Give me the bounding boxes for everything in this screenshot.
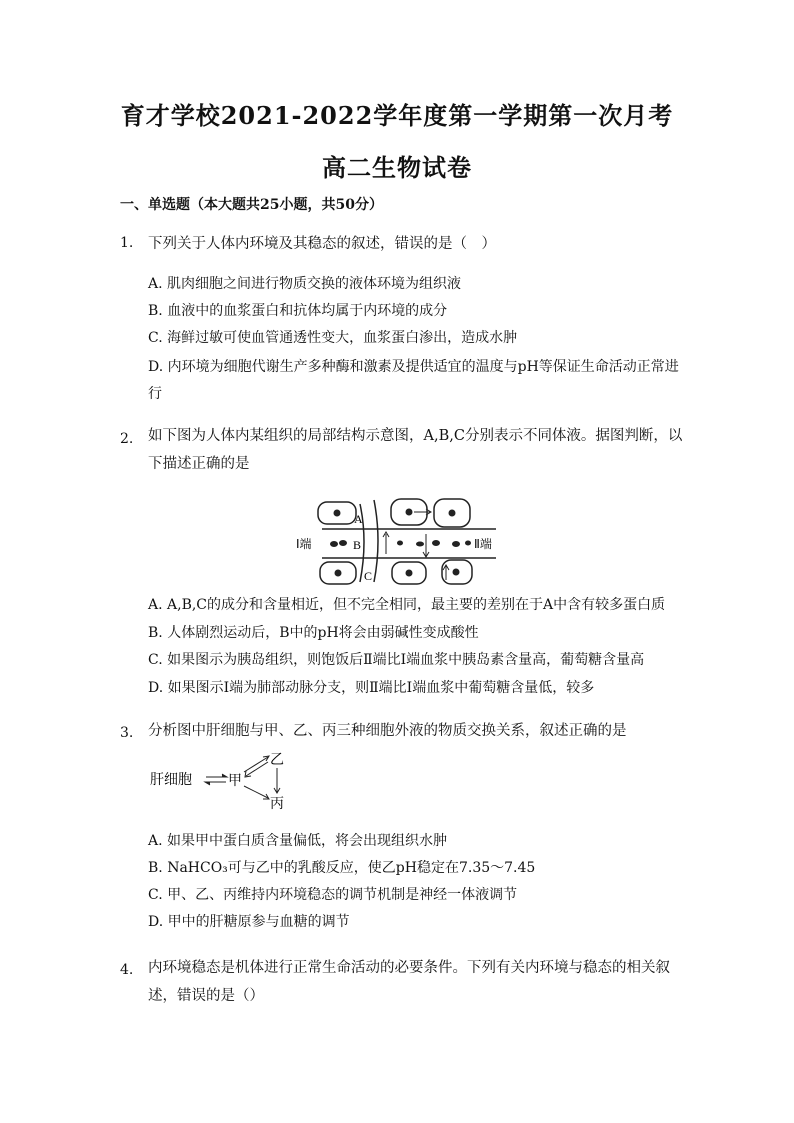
question-1-text: 下列关于人体内环境及其稳态的叙述，错误的是（ ）	[148, 236, 496, 252]
label-c: C	[364, 569, 373, 583]
question-1-option-b: B. 血液中的血浆蛋白和抗体均属于内环境的成分	[148, 303, 448, 319]
label-end-2: Ⅱ端	[474, 537, 492, 551]
label-jia: 甲	[228, 774, 242, 789]
question-1-number: 1.	[120, 235, 134, 251]
question-1-option-a: A. 肌肉细胞之间进行物质交换的液体环境为组织液	[148, 276, 462, 292]
tissue-structure-diagram	[296, 496, 502, 588]
question-2-option-b: B. 人体剧烈运动后，B中的pH将会由弱碱性变成酸性	[148, 625, 479, 641]
label-bing: 丙	[270, 797, 284, 810]
question-2-option-c: C. 如果图示为胰岛组织，则饱饭后Ⅱ端比Ⅰ端血浆中胰岛素含量高，葡萄糖含量高	[148, 652, 645, 668]
question-4-number: 4.	[120, 962, 134, 978]
question-2-option-a: A. A,B,C的成分和含量相近，但不完全相同，最主要的差别在于A中含有较多蛋白质	[148, 597, 666, 613]
label-yi: 乙	[270, 753, 284, 768]
label-liver-cell: 肝细胞	[150, 773, 192, 788]
question-3-number: 3.	[120, 725, 134, 741]
question-3-option-c: C. 甲、乙、丙维持内环境稳态的调节机制是神经一体液调节	[148, 887, 518, 903]
question-3-option-b: B. NaHCO₃可与乙中的乳酸反应，使乙pH稳定在7.35～7.45	[148, 860, 536, 876]
question-2-option-d: D. 如果图示Ⅰ端为肺部动脉分支，则Ⅱ端比Ⅰ端血浆中葡萄糖含量低，较多	[148, 680, 595, 696]
question-3-option-d: D. 甲中的肝糖原参与血糖的调节	[148, 914, 350, 930]
question-2-text: 如下图为人体内某组织的局部结构示意图，A,B,C分别表示不同体液。据图判断，以下描述正确的是	[148, 428, 683, 472]
exam-subtitle: 高二生物试卷	[322, 153, 472, 182]
question-3-option-a: A. 如果甲中蛋白质含量偏低，将会出现组织水肿	[148, 833, 448, 849]
question-2-number: 2.	[120, 431, 134, 447]
question-1-option-c: C. 海鲜过敏可使血管通透性变大，血浆蛋白渗出，造成水肿	[148, 330, 518, 346]
exam-title: 育才学校2021-2022学年度第一学期第一次月考	[120, 101, 674, 130]
question-1-option-d: D. 内环境为细胞代谢生产多种酶和激素及提供适宜的温度与pH等保证生命活动正常进行	[148, 359, 679, 402]
label-b: B	[353, 538, 362, 552]
section-heading: 一、单选题（本大题共25小题，共50分）	[120, 197, 383, 213]
question-4-text: 内环境稳态是机体进行正常生命活动的必要条件。下列有关内环境与稳态的相关叙述，错误的是（）	[148, 960, 670, 1004]
label-a: A	[354, 512, 363, 526]
exchange-relation-diagram	[150, 748, 290, 810]
question-3-text: 分析图中肝细胞与甲、乙、丙三种细胞外液的物质交换关系，叙述正确的是	[148, 723, 627, 739]
label-end-1: Ⅰ端	[296, 537, 312, 551]
